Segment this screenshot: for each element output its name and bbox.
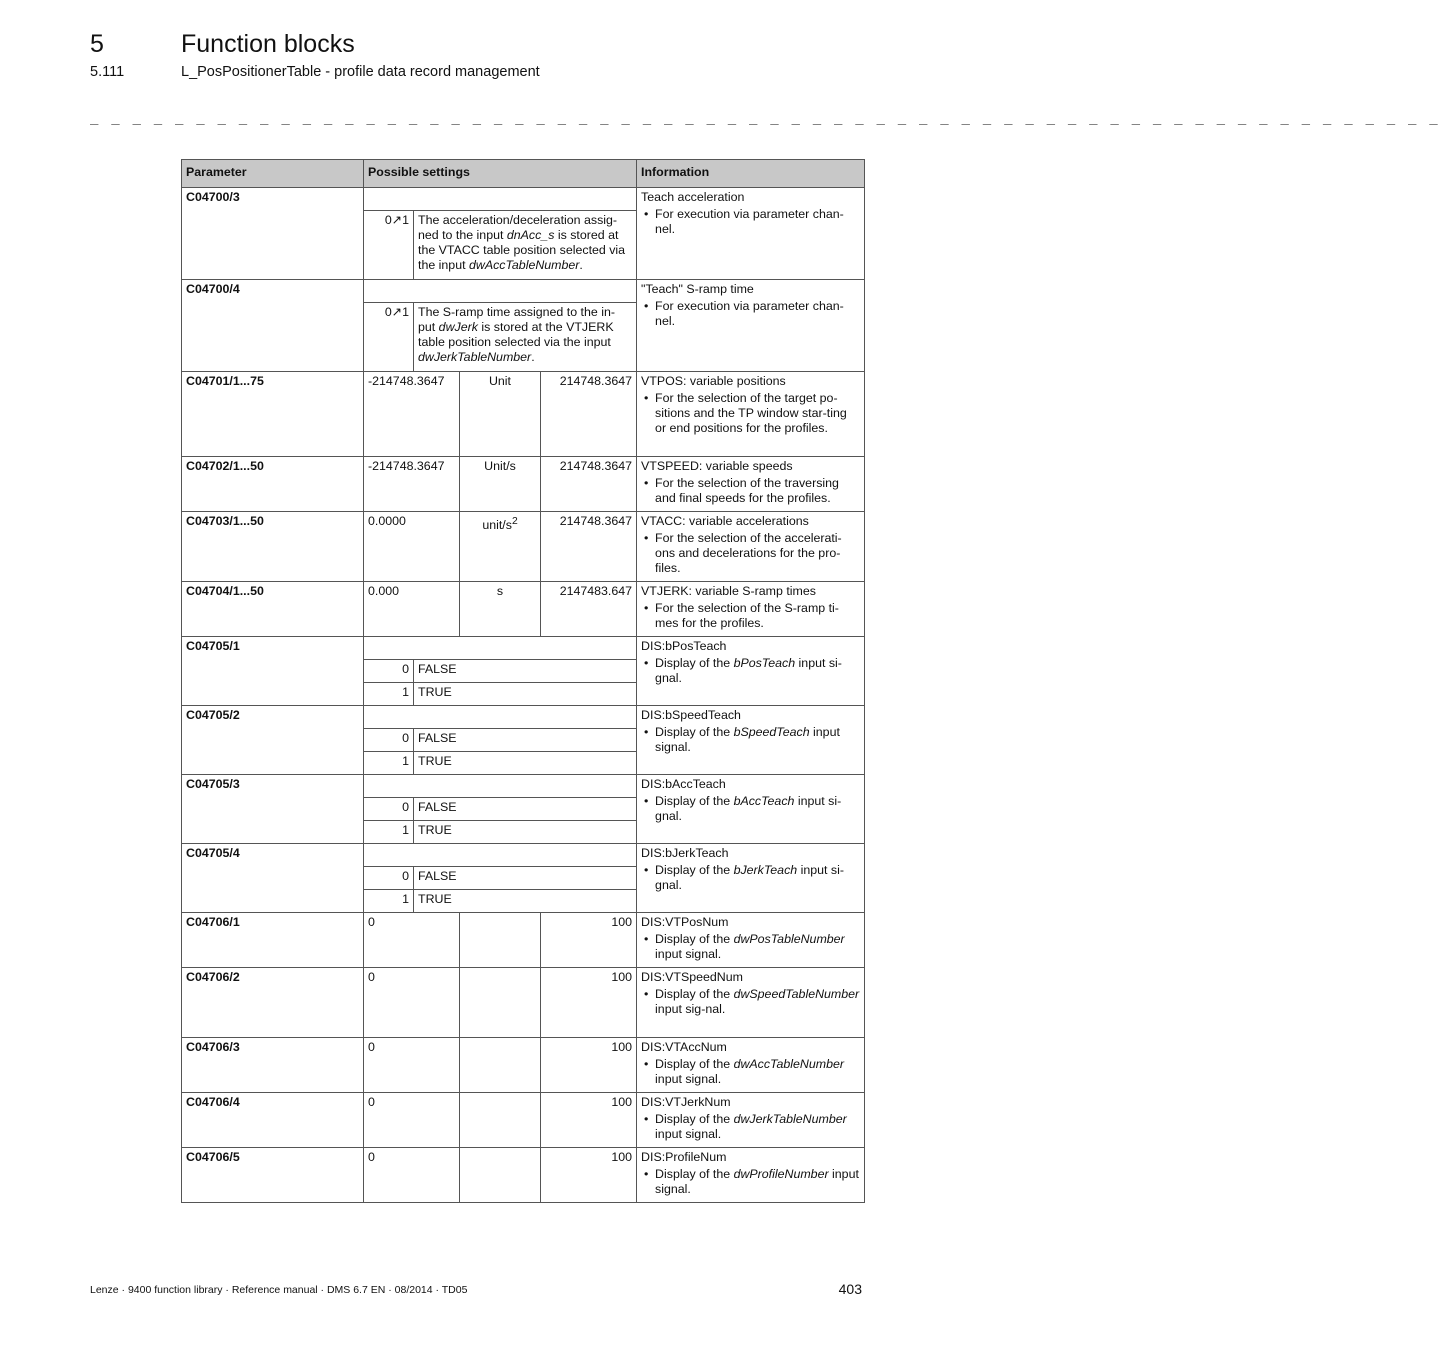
setting-value: 1: [364, 890, 414, 913]
info-cell: [637, 1148, 865, 1203]
setting-value: 0↗1: [364, 303, 414, 372]
info-cell: [637, 913, 865, 968]
setting-unit: [460, 1148, 541, 1203]
setting-value: 0: [364, 867, 414, 890]
table-row: [182, 188, 865, 211]
info-bullet: • Display of the dwPosTableNumber input signal.: [641, 932, 860, 962]
param-code: C04706/4: [182, 1093, 364, 1148]
info-cell: [637, 968, 865, 1038]
setting-min: -214748.3647: [364, 457, 460, 512]
table-row: [182, 637, 865, 660]
table-row: [182, 1093, 865, 1148]
settings-blank: [364, 706, 637, 729]
info-title: VTACC: variable accelerations: [641, 514, 809, 528]
info-bullet: • Display of the dwSpeedTableNumber input sig-nal.: [641, 987, 860, 1017]
info-bullet: • For execution via parameter chan-nel.: [641, 299, 860, 329]
info-title: DIS:VTAccNum: [641, 1040, 727, 1054]
setting-max: 214748.3647: [541, 372, 637, 457]
setting-unit: [460, 968, 541, 1038]
info-bullet: • Display of the bJerkTeach input si-gnal.: [641, 863, 860, 893]
setting-unit: Unit/s: [460, 457, 541, 512]
info-cell: [637, 582, 865, 637]
info-bullet: • Display of the bAccTeach input si-gnal.: [641, 794, 860, 824]
table-row: [182, 706, 865, 729]
info-bullet: • Display of the dwProfileNumber input signal.: [641, 1167, 860, 1197]
info-cell: [637, 457, 865, 512]
section-title: L_PosPositionerTable - profile data record management: [181, 64, 540, 80]
chapter-heading: [90, 28, 355, 60]
info-cell: [637, 280, 865, 372]
setting-value: 1: [364, 821, 414, 844]
param-code: C04701/1...75: [182, 372, 364, 457]
param-code: C04705/4: [182, 844, 364, 913]
setting-unit: [460, 1038, 541, 1093]
info-title: DIS:VTPosNum: [641, 915, 729, 929]
info-bullet: • For the selection of the traversing and final speeds for the profiles.: [641, 476, 860, 506]
table-row: [182, 372, 865, 457]
info-title: DIS:bPosTeach: [641, 639, 727, 653]
setting-unit: [460, 913, 541, 968]
setting-min: 0.000: [364, 582, 460, 637]
info-cell: [637, 706, 865, 775]
setting-value: 0↗1: [364, 211, 414, 280]
info-cell: [637, 1038, 865, 1093]
section-number: 5.111: [90, 64, 125, 80]
setting-max: 100: [541, 913, 637, 968]
table-row: [182, 1148, 865, 1203]
col-header-parameter: Parameter: [182, 160, 364, 188]
setting-max: 2147483.647: [541, 582, 637, 637]
setting-min: 0: [364, 1038, 460, 1093]
parameter-table: [181, 159, 865, 1203]
setting-value: 0: [364, 660, 414, 683]
setting-min: 0: [364, 968, 460, 1038]
setting-label: TRUE: [414, 890, 637, 913]
param-code: C04706/1: [182, 913, 364, 968]
settings-blank: [364, 844, 637, 867]
info-title: DIS:bSpeedTeach: [641, 708, 741, 722]
setting-min: 0: [364, 913, 460, 968]
settings-blank: [364, 188, 637, 211]
table-row: [182, 457, 865, 512]
page-number: 403: [838, 1281, 862, 1297]
header-separator: _ _ _ _ _ _ _ _ _ _ _ _ _ _ _ _ _ _ _ _ _ _ _ _ _ _ _ _ _ _ _ _ _ _ _ _ _ _ _ _ _ _ _ _ _ _ _ _ _ _ _ _ _ _ _ _ _ _ _ _ _ _ _ _: [90, 109, 1440, 125]
info-bullet: • Display of the bPosTeach input si-gnal.: [641, 656, 860, 686]
param-code: C04705/1: [182, 637, 364, 706]
col-header-settings: Possible settings: [364, 160, 637, 188]
info-cell: [637, 844, 865, 913]
info-cell: [637, 188, 865, 280]
setting-max: 100: [541, 1038, 637, 1093]
table-row: [182, 968, 865, 1038]
chapter-number: 5: [90, 30, 104, 58]
setting-min: 0.0000: [364, 512, 460, 582]
setting-label: FALSE: [414, 798, 637, 821]
chapter-title: Function blocks: [181, 30, 355, 58]
info-bullet: • For the selection of the accelerati-ons and decelerations for the pro-files.: [641, 531, 860, 576]
section-heading: [90, 62, 540, 82]
info-bullet: • Display of the dwJerkTableNumber input signal.: [641, 1112, 860, 1142]
setting-min: -214748.3647: [364, 372, 460, 457]
table-row: [182, 844, 865, 867]
setting-unit: unit/$s^2$: [460, 512, 541, 582]
setting-description: The acceleration/deceleration assig-ned to the input dnAcc_s is stored at the VTACC table position selected via the input dwAccTableNumber.: [414, 211, 637, 280]
setting-value: 1: [364, 752, 414, 775]
info-bullet: • Display of the dwAccTableNumber input signal.: [641, 1057, 860, 1087]
info-title: VTPOS: variable positions: [641, 374, 786, 388]
setting-max: 100: [541, 968, 637, 1038]
info-cell: [637, 775, 865, 844]
info-bullet: • For the selection of the S-ramp ti-mes for the profiles.: [641, 601, 860, 631]
info-title: DIS:VTSpeedNum: [641, 970, 743, 984]
settings-blank: [364, 775, 637, 798]
table-header-row: [182, 160, 865, 188]
settings-blank: [364, 637, 637, 660]
footer-document-info: Lenze · 9400 function library · Reference manual · DMS 6.7 EN · 08/2014 · TD05: [90, 1284, 468, 1296]
setting-min: 0: [364, 1148, 460, 1203]
info-cell: [637, 372, 865, 457]
info-bullet: • For the selection of the target po-sitions and the TP window star-ting or end positions for the profiles.: [641, 391, 860, 436]
param-code: C04705/2: [182, 706, 364, 775]
param-code: C04702/1...50: [182, 457, 364, 512]
info-title: Teach acceleration: [641, 190, 745, 204]
table-row: [182, 280, 865, 303]
setting-value: 0: [364, 798, 414, 821]
setting-max: 100: [541, 1148, 637, 1203]
setting-unit: s: [460, 582, 541, 637]
info-bullet: • For execution via parameter chan-nel.: [641, 207, 860, 237]
setting-unit: Unit: [460, 372, 541, 457]
table-row: [182, 913, 865, 968]
setting-label: FALSE: [414, 729, 637, 752]
setting-max: 214748.3647: [541, 512, 637, 582]
param-code: C04706/2: [182, 968, 364, 1038]
info-title: "Teach" S-ramp time: [641, 282, 754, 296]
setting-label: TRUE: [414, 683, 637, 706]
info-cell: [637, 512, 865, 582]
setting-max: 214748.3647: [541, 457, 637, 512]
param-code: C04700/4: [182, 280, 364, 372]
arrow-icon: ↗1: [391, 213, 409, 227]
info-title: DIS:VTJerkNum: [641, 1095, 731, 1109]
setting-max: 100: [541, 1093, 637, 1148]
info-cell: [637, 1093, 865, 1148]
param-code: C04705/3: [182, 775, 364, 844]
param-code: C04704/1...50: [182, 582, 364, 637]
info-cell: [637, 637, 865, 706]
arrow-icon: ↗1: [391, 305, 409, 319]
setting-value: 1: [364, 683, 414, 706]
param-code: C04706/3: [182, 1038, 364, 1093]
info-title: DIS:bAccTeach: [641, 777, 726, 791]
info-title: VTSPEED: variable speeds: [641, 459, 793, 473]
param-code: C04700/3: [182, 188, 364, 280]
setting-value: 0: [364, 729, 414, 752]
setting-description: The S-ramp time assigned to the in-put dwJerk is stored at the VTJERK table position selected via the input dwJerkTableNumber.: [414, 303, 637, 372]
table-row: [182, 582, 865, 637]
param-code: C04703/1...50: [182, 512, 364, 582]
info-title: VTJERK: variable S-ramp times: [641, 584, 816, 598]
info-title: DIS:ProfileNum: [641, 1150, 727, 1164]
col-header-information: Information: [637, 160, 865, 188]
setting-label: TRUE: [414, 821, 637, 844]
setting-min: 0: [364, 1093, 460, 1148]
table-row: [182, 1038, 865, 1093]
setting-label: FALSE: [414, 867, 637, 890]
param-code: C04706/5: [182, 1148, 364, 1203]
table-row: [182, 512, 865, 582]
info-title: DIS:bJerkTeach: [641, 846, 729, 860]
table-row: [182, 775, 865, 798]
settings-blank: [364, 280, 637, 303]
setting-label: FALSE: [414, 660, 637, 683]
setting-label: TRUE: [414, 752, 637, 775]
info-bullet: • Display of the bSpeedTeach input signal.: [641, 725, 860, 755]
setting-unit: [460, 1093, 541, 1148]
